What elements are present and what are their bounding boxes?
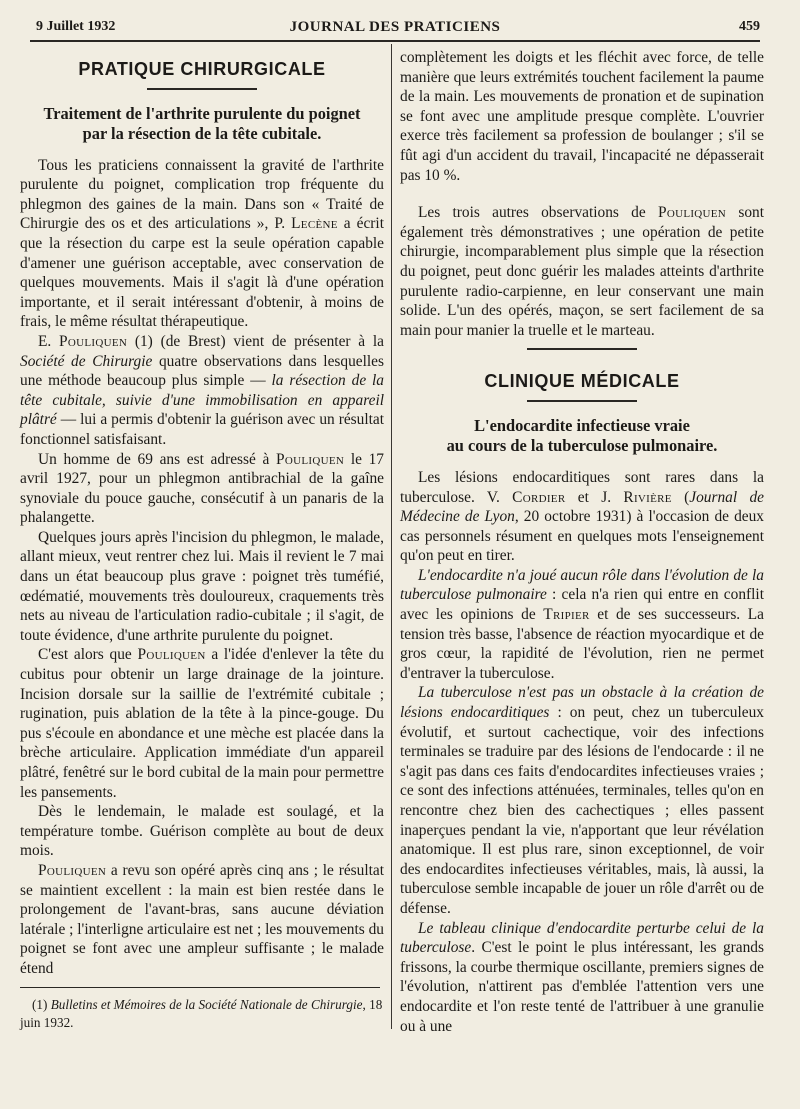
text-run: Un homme de 69 ans est adressé à: [38, 450, 277, 468]
footnote-marker: (1): [32, 996, 51, 1012]
text-run: : on peut, chez un tuberculeux évolutif, et surtout cachectique, voir des infections terminales se traduire par des lésions de l'endocarde : il ne s'agit pas dans ces faits d'endocardites infectieuses vraies ; ce sont des infections atténuées, terminales, telles qu'on en rencontre chez bien des cachectiques ; elles passent inaperçues pendant la vie, n'apportant que leur révélation anatomique. Il est plus rare, sinon exceptionnel, de voir des endocardites infectieuses véritables, mais, là aussi, la tuberculose semble incapable de jouer un rôle d'arrêt ou de défense.: [400, 704, 764, 917]
running-header: [30, 14, 760, 42]
text-run: , 20 octobre 1931) à l'occasion de deux cas personnels résument en quelques mots l'enseignement qu'on peut en tirer.: [400, 508, 764, 565]
society-name: Société de Chirurgie: [20, 352, 153, 370]
article-title-line-2: par la résection de la tête cubitale.: [82, 123, 322, 143]
emphasis-text: L'endocardite n'a joué aucun rôle dans l'évolution de la tuberculose pulmonaire: [400, 566, 764, 604]
text-run: et J.: [565, 488, 624, 506]
paragraph: Dès le lendemain, le malade est soulagé, et la température tombe. Guérison complète au bout de deux mois.: [20, 803, 384, 860]
paragraph: [20, 645, 384, 802]
text-run: a écrit que la résection du carpe est la seule opération capable d'amener une guérison acceptable, avec conservation de quelques mouvements. Mais il s'agit là d'une opération importante, et il serait intéressant d'obtenir, à moins de frais, le même résultat thérapeutique.: [20, 215, 384, 331]
left-column: [20, 48, 384, 1032]
author-name: Pouliquen: [276, 450, 345, 468]
article-title-line-1: L'endocardite infectieuse vraie: [474, 415, 690, 435]
author-name: Pouliquen: [657, 204, 727, 222]
author-name: Rivière: [623, 488, 672, 506]
footnote-rule: [20, 987, 380, 988]
emphasis-text: Le tableau clinique d'endocardite perturbe celui de la tuberculose: [400, 919, 764, 957]
text-run: Les trois autres observations de: [418, 204, 658, 222]
paragraph: Quelques jours après l'incision du phlegmon, le malade, allant mieux, veut rentrer chez lui. Mais il revient le 7 mai dans un état beaucoup plus grave : poignet très tuméfié, œdématié, mouvements très douloureux, craquements très nets au niveau de l'articulation radio-cubitale ; il s'agit, de toute évidence, d'une arthrite purulente du poignet.: [20, 528, 384, 644]
paragraph: complètement les doigts et les fléchit avec force, de telle manière que leurs extrémités touchent facilement la paume de la main. Les mouvements de pronation et de supination se font avec une amplitude presque complète. L'ouvrier exerce très facilement sa profession de boulanger ; s'il se fût agi d'un accident du travail, l'incapacité ne dépasserait pas 10 %.: [400, 49, 764, 184]
emphasis-text: La tuberculose n'est pas un obstacle à la création de lésions endocarditiques: [400, 684, 764, 722]
journal-title: JOURNAL DES PRATICIENS: [289, 19, 501, 35]
text-run: sont également très démonstratives ; une opération de petite chirurgie, incomparablement plus simple que la résection du poignet, peut donc guérir les malades atteints d'arthrite purulente radio-carpienne, en leur conservant une main solide. L'un des opérés, maçon, se sert facilement de sa main pour manier la truelle et le marteau.: [400, 204, 764, 339]
paragraph: [20, 156, 384, 332]
footnote: [20, 996, 384, 1032]
author-name: Pouliquen: [59, 332, 128, 350]
author-name: Tripier: [543, 606, 590, 624]
paragraph: [400, 683, 764, 918]
text-run: Tous les praticiens connaissent la gravité de l'arthrite purulente du poignet, complication trop fréquente du phlegmon des gaines de la main. Dans son « Traité de Chirurgie des os et des articulations », P.: [20, 156, 384, 233]
article-title-line-1: Traitement de l'arthrite purulente du poignet: [43, 103, 361, 123]
article-title-arthritis: [20, 104, 384, 144]
page-number: 459: [739, 19, 760, 34]
paragraph: [20, 332, 384, 450]
heading-rule: [527, 400, 637, 402]
paragraph: [400, 468, 764, 566]
article-title-endocarditis: [400, 416, 764, 456]
section-heading-medicine: CLINIQUE MÉDICALE: [484, 371, 680, 392]
right-column: [400, 48, 764, 1036]
issue-date: 9 Juillet 1932: [36, 19, 116, 34]
text-run: E.: [38, 332, 60, 350]
paragraph: [20, 861, 384, 979]
emphasis-text: la résection de la tête cubitale, suivie d'une immobilisation en appareil plâtré: [20, 372, 384, 429]
author-name: Lecène: [291, 215, 338, 233]
text-run: — lui a permis d'obtenir la guérison avec un résultat fonctionnel satisfaisant.: [20, 411, 384, 448]
text-run: (: [671, 488, 690, 506]
text-run: Les lésions endocarditiques sont rares dans la tuberculose. V.: [400, 468, 764, 506]
author-name: Cordier: [512, 488, 566, 506]
text-run: a revu son opéré après cinq ans ; le résultat se maintient excellent : la main est bien restée dans le prolongement de l'avant-bras, sans aucune déviation latérale ; l'interligne articulaire est net ; les mouvements du poignet se font avec une ampleur suffisante ; le malade étend: [20, 861, 384, 977]
heading-rule: [147, 88, 257, 90]
journal-citation: Journal de Médecine de Lyon: [400, 488, 764, 526]
text-run: et de ses successeurs. La tension très basse, l'absence de réaction myocardique et de gros cœur, la rapidité de l'évolution, rien ne permet d'entraver la tuberculose.: [400, 606, 764, 682]
article-end-rule: [527, 348, 637, 350]
author-name: Pouliquen: [137, 646, 206, 664]
footnote-text: [20, 996, 384, 1032]
paragraph: [20, 450, 384, 528]
paragraph: [400, 203, 764, 340]
text-run: a l'idée d'enlever la tête du cubitus pour obtenir un large drainage de la jointure. Incision dorsale sur la saillie de l'extrémité cubitale ; rugination, puis ablation de la tête à la pince-gouge. Du pus s'écoule en abondance et une mèche est placée dans la brèche articulaire. Application immédiate d'un appareil plâtré, fenêtré sur le bord cubital de la main pour permettre les pansements.: [20, 646, 384, 801]
paragraph-gap: [400, 185, 764, 203]
text-run: : cela n'a rien qui entre en conflit avec les opinions de: [400, 586, 764, 624]
text-run: (1) (de Brest) vient de présenter à la: [127, 332, 384, 350]
footnote-date: , 18 juin 1932.: [20, 996, 383, 1030]
text-run: quatre observations dans lesquelles une méthode beaucoup plus simple —: [20, 352, 384, 390]
text-run: . C'est le point le plus intéressant, les grands frissons, la courbe thermique oscillante, premiers signes de l'évolution, n'attirent pas d'emblée l'attention vers une endocardite et l'on reste tenté de l'attribuer à une granulie ou à une: [400, 939, 764, 1035]
text-run: le 17 avril 1927, pour un phlegmon antibrachial de la gaîne synoviale du pouce gauche, consécutif à un panaris de la phalangette.: [20, 450, 384, 527]
column-divider: [391, 44, 392, 1029]
author-name: Pouliquen: [38, 861, 107, 879]
article-title-line-2: au cours de la tuberculose pulmonaire.: [446, 435, 718, 455]
paragraph: [400, 566, 764, 684]
section-heading-surgery: PRATIQUE CHIRURGICALE: [78, 59, 326, 79]
text-run: C'est alors que: [38, 646, 138, 664]
paragraph: [400, 919, 764, 1037]
footnote-citation: Bulletins et Mémoires de la Société Nationale de Chirurgie: [50, 996, 363, 1012]
